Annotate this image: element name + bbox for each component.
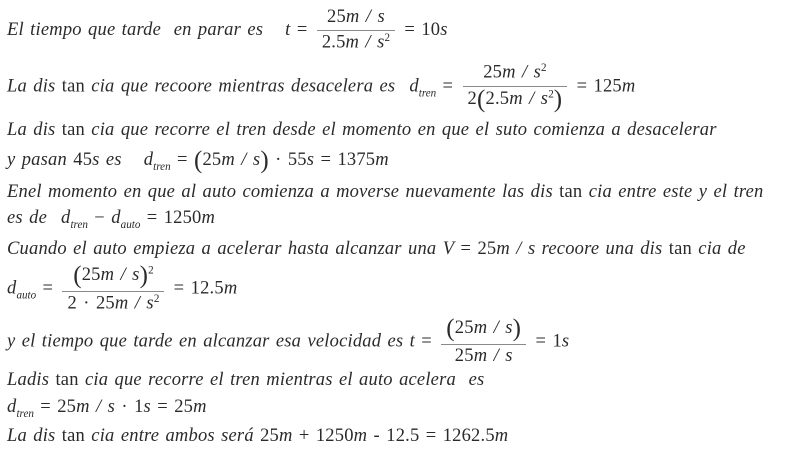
roman-text-run: 2.5 — [485, 89, 510, 110]
math-line — [7, 396, 787, 422]
roman-text-run: = — [36, 278, 60, 299]
math-line — [7, 425, 787, 448]
italic-text-run: y el tiempo que tarde en alcanzar esa velocidad es — [7, 331, 410, 352]
paren: ) — [260, 146, 269, 174]
roman-text-run: = 1 — [529, 331, 562, 352]
italic-text-run: d — [7, 396, 17, 417]
roman-text-run: tan — [61, 426, 85, 447]
italic-text-run: m — [223, 278, 238, 299]
numerator — [62, 261, 164, 292]
spacer — [395, 91, 409, 92]
superscript: 2 — [541, 62, 547, 75]
italic-text-run: m / s — [345, 7, 385, 27]
roman-text-run: 2 — [467, 89, 477, 110]
roman-text-run: 25 — [483, 62, 503, 83]
roman-text-run: - 12.5 = 1262.5 — [367, 426, 495, 447]
roman-text-run: 25 — [81, 264, 101, 285]
italic-text-run: es de — [7, 207, 47, 228]
subscript: auto — [16, 289, 37, 302]
paren: ) — [139, 261, 149, 289]
math-line — [7, 119, 787, 142]
roman-text-run: = 1250 — [140, 207, 202, 228]
roman-text-run: · 1 — [115, 396, 144, 417]
italic-text-run: La dis — [7, 76, 62, 97]
paren: ) — [512, 314, 522, 342]
spacer — [47, 222, 61, 223]
italic-text-run: m — [193, 396, 207, 417]
superscript: 2 — [384, 32, 391, 45]
math-line — [7, 369, 787, 392]
italic-text-run: s — [561, 331, 570, 352]
paren: ) — [553, 86, 563, 114]
italic-text-run: d — [111, 207, 121, 228]
math-line — [7, 181, 787, 204]
subscript: tren — [16, 407, 34, 420]
italic-text-run: m / s — [76, 396, 116, 417]
math-line — [7, 62, 787, 113]
subscript: tren — [70, 218, 88, 231]
italic-text-run: cia entre este y el tren — [582, 182, 764, 203]
italic-text-run: m / s — [473, 345, 513, 366]
math-line — [7, 7, 787, 54]
roman-text-run: 25 — [454, 317, 474, 338]
roman-text-run: 2 · 25 — [67, 293, 115, 314]
italic-text-run: t — [285, 19, 291, 40]
paren: ( — [446, 314, 455, 342]
italic-text-run: d — [143, 149, 154, 170]
italic-text-run: El tiempo que tarde en parar es — [7, 19, 264, 40]
italic-text-run: cia que recorre el tren desde el momento en que el suto comienza a desacelerar — [84, 120, 717, 141]
math-line — [7, 314, 787, 367]
roman-text-run: 25 — [327, 7, 346, 27]
italic-text-run: m — [375, 149, 389, 170]
italic-text-run: Cuando el auto empieza a acelerar hasta alcanzar una V — [7, 239, 455, 260]
italic-text-run: m / s — [502, 62, 542, 83]
subscript: tren — [153, 160, 171, 173]
italic-text-run: t — [409, 331, 415, 352]
roman-text-run: = — [436, 76, 460, 97]
italic-text-run: m / s recoore una dis — [496, 239, 669, 260]
italic-text-run: cia de — [691, 239, 746, 260]
italic-text-run: m — [201, 207, 216, 228]
italic-text-run: Ladis — [7, 369, 56, 390]
fraction — [317, 7, 395, 54]
math-line — [7, 146, 787, 175]
italic-text-run: cia que recorre el tren mientras el auto acelera es — [78, 369, 485, 390]
italic-text-run: m / s — [114, 293, 154, 314]
roman-text-run: = — [170, 149, 194, 170]
superscript: 2 — [548, 88, 554, 101]
roman-text-run: − — [87, 207, 112, 228]
italic-text-run: m — [279, 426, 293, 447]
italic-text-run: s — [440, 19, 448, 40]
roman-text-run: = 12.5 — [167, 278, 224, 299]
numerator — [463, 62, 568, 87]
italic-text-run: s — [143, 396, 151, 417]
roman-text-run: 25 — [454, 345, 474, 366]
italic-text-run: d — [7, 278, 17, 299]
italic-text-run: d — [409, 76, 419, 97]
superscript: 2 — [148, 264, 154, 277]
italic-text-run: Enel momento en que al auto comienza a moverse nuevamente las dis — [7, 182, 560, 203]
italic-text-run: m — [353, 426, 368, 447]
math-line — [7, 261, 787, 315]
paren: ( — [476, 86, 486, 114]
roman-text-run: = — [290, 19, 314, 40]
math-line — [7, 238, 787, 261]
roman-text-run: tan — [668, 239, 692, 260]
fraction — [441, 314, 526, 367]
italic-text-run: m / s — [473, 317, 513, 338]
subscript: tren — [418, 87, 437, 100]
roman-text-run: tan — [559, 182, 583, 203]
fraction — [463, 62, 568, 113]
spacer — [263, 34, 285, 35]
paren: ( — [193, 146, 203, 174]
roman-text-run: = 1375 — [314, 149, 376, 170]
roman-text-run: 25 — [202, 149, 222, 170]
roman-text-run: + 1250 — [292, 426, 354, 447]
italic-text-run: cia entre ambos será — [84, 426, 261, 447]
roman-text-run: = 125 — [570, 76, 622, 97]
denominator — [62, 292, 164, 315]
numerator — [317, 7, 395, 31]
italic-text-run: m — [494, 426, 509, 447]
italic-text-run: d — [61, 207, 71, 228]
italic-text-run: s — [306, 149, 315, 170]
roman-text-run: · 55 — [268, 149, 307, 170]
roman-text-run: 2.5 — [321, 32, 346, 53]
roman-text-run: tan — [61, 76, 85, 97]
paren: ( — [73, 261, 82, 289]
math-line — [7, 207, 787, 233]
numerator — [441, 314, 526, 345]
spacer — [122, 164, 144, 165]
subscript: auto — [120, 218, 141, 231]
roman-text-run: = 25 — [150, 396, 194, 417]
denominator — [441, 345, 526, 367]
roman-text-run: 25 — [260, 426, 280, 447]
fraction — [62, 261, 164, 315]
roman-text-run: = 25 — [33, 396, 77, 417]
denominator — [317, 31, 395, 54]
italic-text-run: s es — [92, 149, 122, 170]
roman-text-run: tan — [55, 369, 79, 390]
denominator — [463, 87, 568, 113]
italic-text-run: m / s — [509, 89, 549, 110]
roman-text-run: 45 — [73, 149, 93, 170]
italic-text-run: m / s — [221, 149, 261, 170]
roman-text-run: = 25 — [454, 239, 497, 260]
superscript: 2 — [153, 292, 160, 305]
italic-text-run: m / s — [345, 32, 385, 53]
roman-text-run: tan — [61, 120, 85, 141]
roman-text-run: = 10 — [398, 19, 441, 40]
roman-text-run: = — [414, 331, 439, 352]
italic-text-run: m / s — [100, 264, 140, 285]
italic-text-run: y pasan — [7, 149, 74, 170]
italic-text-run: La dis — [7, 426, 62, 447]
italic-text-run: m — [621, 76, 636, 97]
italic-text-run: La dis — [7, 120, 62, 141]
italic-text-run: cia que recoore mientras desacelera es — [84, 76, 396, 97]
